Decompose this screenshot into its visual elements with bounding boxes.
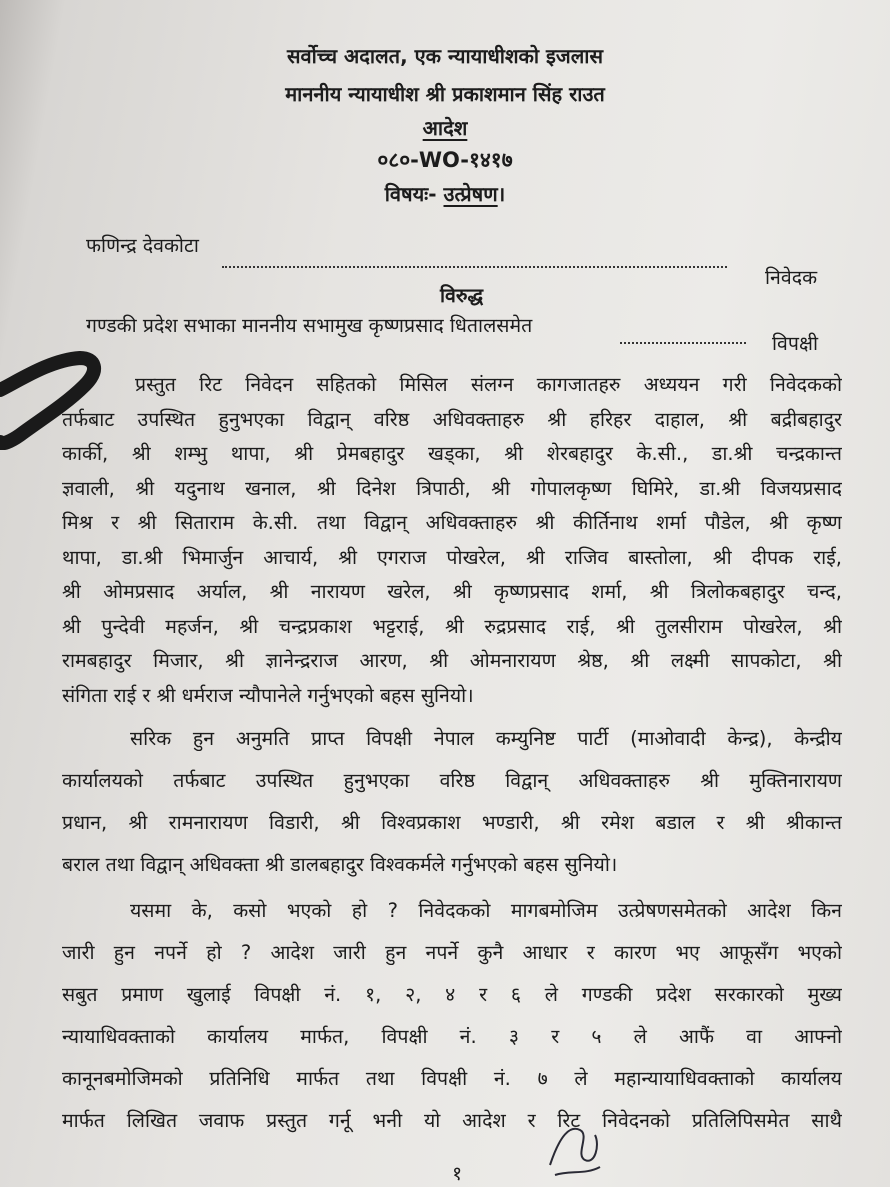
body-line: कानूनबमोजिमको प्रतिनिधि मार्फत तथा विपक्षी नं. ७ ले महान्यायाधिवक्ताको कार्यालय — [62, 1067, 842, 1090]
subject-prefix: विषयः- — [384, 182, 437, 206]
petitioner-name: फणिन्द्र देवकोटा — [86, 234, 199, 257]
body-line: ज्ञवाली, श्री यदुनाथ खनाल, श्री दिनेश त्रिपाठी, श्री गोपालकृष्ण घिमिरे, डा.श्री विजयप्रसाद — [62, 476, 842, 500]
body-line: तर्फबाट उपस्थित हुनुभएका विद्वान् वरिष्ठ अधिवक्ताहरु श्री हरिहर दाहाल, श्री बद्रीबहादुर — [62, 407, 842, 431]
versus-label: विरुद्ध — [440, 284, 484, 307]
respondent-dotted-leader — [620, 342, 746, 344]
body-line: रामबहादुर मिजार, श्री ज्ञानेन्द्रराज आरण, श्री ओमनारायण श्रेष्ठ, श्री लक्ष्मी सापकोटा, श्री — [62, 649, 842, 672]
body-line: थापा, डा.श्री भिमार्जुन आचार्य, श्री एगराज पोखरेल, श्री राजिव बास्तोला, श्री दीपक राई, — [62, 545, 842, 569]
binding-thread-image — [0, 350, 110, 450]
body-line: यसमा के, कसो भएको हो ? निवेदकको मागबमोजिम उत्प्रेषणसमेतको आदेश किन — [130, 899, 842, 922]
petitioner-dotted-leader — [222, 266, 727, 268]
body-line: सबुत प्रमाण खुलाई विपक्षी नं. १, २, ४ र ६ ले गण्डकी प्रदेश सरकारको मुख्य — [62, 983, 842, 1006]
body-line: कार्की, श्री शम्भु थापा, श्री प्रेमबहादुर खड्का, श्री शेरबहादुर के.सी., डा.श्री चन्द्रकान्त — [62, 442, 842, 465]
body-line: न्यायाधिवक्ताको कार्यालय मार्फत, विपक्षी नं. ३ र ५ ले आफैं वा आफ्नो — [62, 1025, 842, 1048]
case-number: ०८०-WO-१४१७ — [377, 148, 513, 172]
body-line: प्रधान, श्री रामनारायण विडारी, श्री विश्वप्रकाश भण्डारी, श्री रमेश बडाल र श्री श्रीकान्त — [62, 811, 842, 834]
order-title: आदेश — [422, 116, 468, 140]
body-line: जारी हुन नपर्ने हो ? आदेश जारी हुन नपर्ने कुनै आधार र कारण भए आफूसँग भएको — [62, 941, 842, 964]
respondent-role: विपक्षी — [772, 332, 819, 355]
body-line: संगिता राई र श्री धर्मराज न्यौपानेले गर्नुभएको बहस सुनियो। — [62, 683, 474, 707]
body-line: प्रस्तुत रिट निवेदन सहितको मिसिल संलग्न कागजातहरु अध्ययन गरी निवेदकको — [135, 373, 842, 396]
judge-heading: माननीय न्यायाधीश श्री प्रकाशमान सिंह राउत — [285, 82, 605, 106]
signature-image — [540, 1105, 610, 1185]
subject-end: । — [497, 182, 506, 206]
petitioner-role: निवेदक — [765, 266, 818, 289]
body-line: मिश्र र श्री सिताराम के.सी. तथा विद्वान् अधिवक्ताहरु श्री कीर्तिनाथ शर्मा पौडेल, श्री कृष्ण — [62, 511, 842, 534]
body-line: सरिक हुन अनुमति प्राप्त विपक्षी नेपाल कम्युनिष्ट पार्टी (माओवादी केन्द्र), केन्द्रीय — [130, 727, 842, 750]
subject-value: उत्प्रेषण — [443, 182, 498, 206]
body-line: बराल तथा विद्वान् अधिवक्ता श्री डालबहादुर विश्वकर्मले गर्नुभएको बहस सुनियो। — [62, 853, 618, 876]
page-number: १ — [452, 1162, 463, 1185]
respondent-name: गण्डकी प्रदेश सभाका माननीय सभामुख कृष्णप्रसाद धितालसमेत — [86, 314, 533, 337]
body-line: कार्यालयको तर्फबाट उपस्थित हुनुभएका वरिष्ठ विद्वान् अधिवक्ताहरु श्री मुक्तिनारायण — [62, 769, 842, 792]
body-line: श्री ओमप्रसाद अर्याल, श्री नारायण खरेल, श्री कृष्णप्रसाद शर्मा, श्री त्रिलोकबहादुर चन्द, — [62, 580, 842, 603]
court-heading: सर्वोच्च अदालत, एक न्यायाधीशको इजलास — [287, 44, 603, 68]
subject-line — [0, 184, 890, 204]
body-line: मार्फत लिखित जवाफ प्रस्तुत गर्नू भनी यो आदेश र रिट निवेदनको प्रतिलिपिसमेत साथै — [62, 1109, 842, 1132]
body-line: श्री पुन्देवी महर्जन, श्री चन्द्रप्रकाश भट्टराई, श्री रुद्रप्रसाद राई, श्री तुलसीराम पोखरेल, श्री — [62, 614, 842, 638]
